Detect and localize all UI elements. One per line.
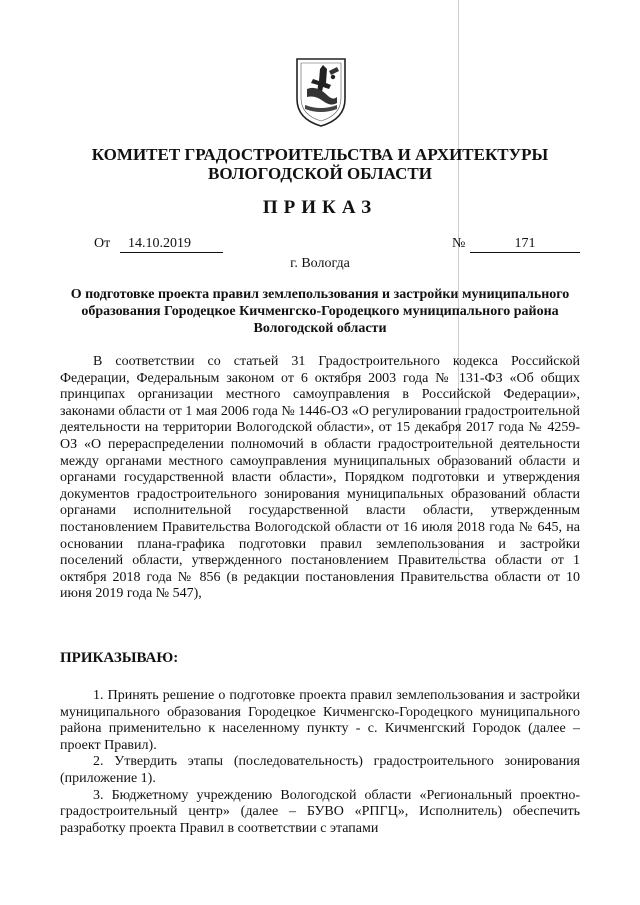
preamble-paragraph: В соответствии со статьей 31 Градостроительного кодекса Российской Федерации, Федеральным законом от 6 октября 2003 года № 131-ФЗ «Об общих принципах организации местного самоуправления в Российской Федерации», законами области от 1 мая 2006 года № 1446-ОЗ «О регулировании градостроительной деятельности на территории Вологодской области», от 15 декабря 2017 года № 4259-ОЗ «О перераспределении полномочий в области градостроительной деятельности между органами местного самоуправления муниципальных образований области и органами государственной власти области», Порядком подготовки и утверждения документов градостроительного зонирования муниципальных образований области органами исполнительной государственной власти области, утвержденным постановлением Правительства Вологодской области от 16 июля 2018 года № 645, на основании плана-графика подготовки правил землепользования и застройки поселений области, утвержденного постановлением Правительства области от 1 октября 2018 года № 856 (в редакции постановления Правительства области от 10 июня 2019 года № 547), [60, 354, 580, 602]
city: г. Вологда [290, 256, 350, 271]
document-type-title: ПРИКАЗ [262, 197, 378, 218]
organization-line-1: КОМИТЕТ ГРАДОСТРОИТЕЛЬСТВА И АРХИТЕКТУРЫ [91, 145, 549, 164]
coat-of-arms-icon [293, 55, 349, 129]
organization-line-2: ВОЛОГОДСКОЙ ОБЛАСТИ [208, 164, 432, 183]
document-number: 171 [470, 236, 580, 253]
order-item-2: 2. Утвердить этапы (последовательность) градостроительного зонирования (приложение 1). [60, 754, 580, 786]
document-subject: О подготовке проекта правил землепользования и застройки муниципального образования Городецкое Кичменгско-Городецкого муниципального района Вологодской области [70, 287, 570, 336]
date-label: От [94, 236, 111, 251]
decree-heading: ПРИКАЗЫВАЮ: [60, 650, 179, 666]
number-label: № [452, 236, 466, 251]
order-item-1: 1. Принять решение о подготовке проекта правил землепользования и застройки муниципального образования Городецкое Кичменгско-Городецкого муниципального района применительно к населенному пункту - с. Кичменгский Городок (далее – проект Правил). [60, 688, 580, 753]
organization-name [0, 145, 640, 183]
order-item-3: 3. Бюджетному учреждению Вологодской области «Региональный проектно-градостроительный центр» (далее – БУВО «РПГЦ», Исполнитель) обеспечить разработку проекта Правил в соответствии с этапами [60, 787, 580, 836]
document-date: 14.10.2019 [120, 236, 223, 253]
order-items [60, 688, 580, 837]
